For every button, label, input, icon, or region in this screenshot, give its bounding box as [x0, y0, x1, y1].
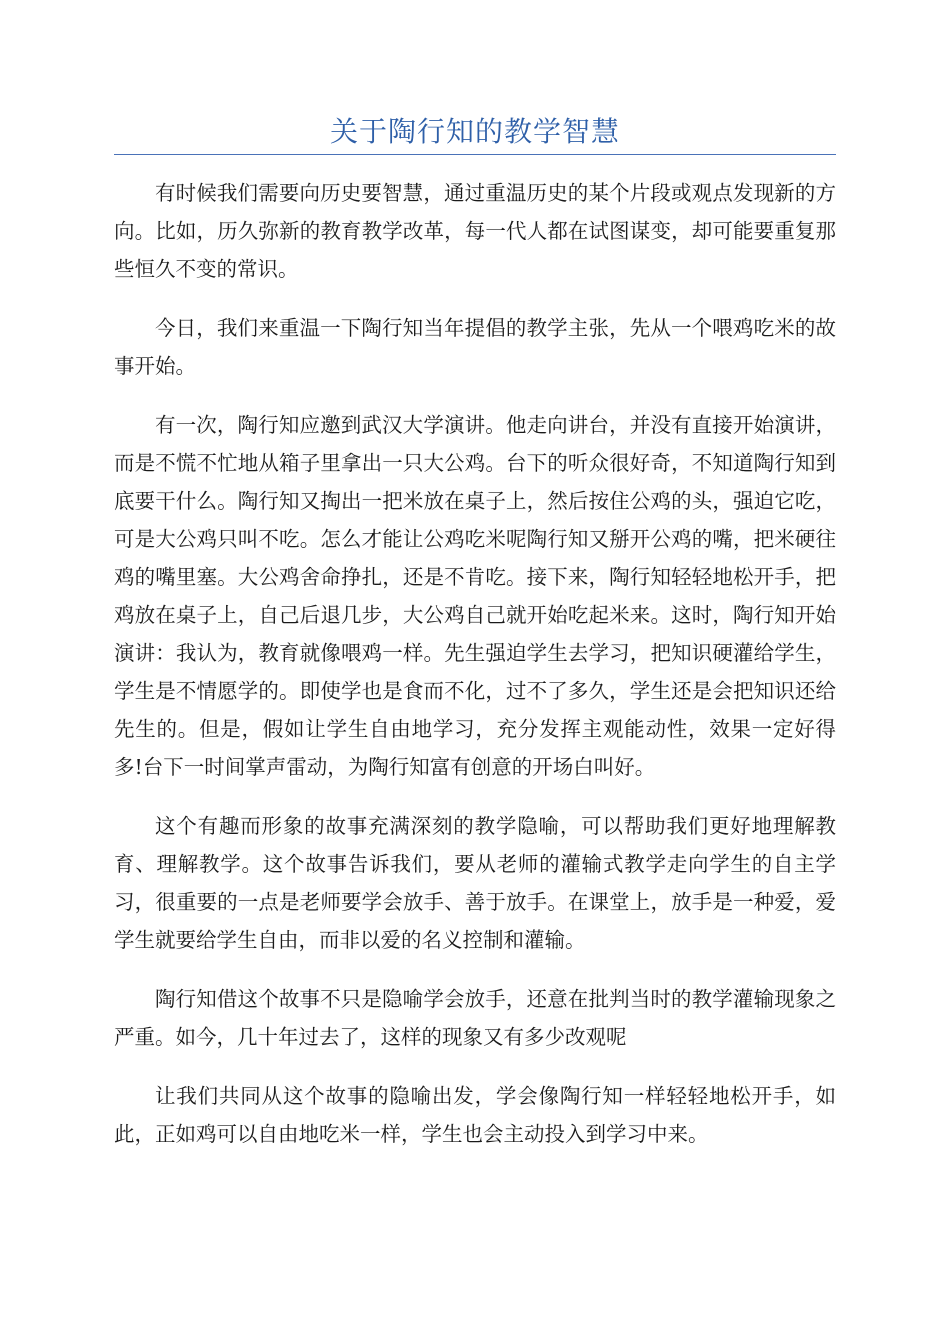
- paragraph-5: 陶行知借这个故事不只是隐喻学会放手，还意在批判当时的教学灌输现象之严重。如今，几十年过去了，这样的现象又有多少改观呢: [114, 987, 836, 1049]
- document-title: 关于陶行知的教学智慧: [329, 115, 620, 148]
- title-underline: [114, 154, 836, 155]
- paragraph-4: 这个有趣而形象的故事充满深刻的教学隐喻，可以帮助我们更好地理解教育、理解教学。这个故事告诉我们，要从老师的灌输式教学走向学生的自主学习，很重要的一点是老师要学会放手、善于放手。在课堂上，放手是一种爱，爱学生就要给学生自由，而非以爱的名义控制和灌输。: [114, 814, 836, 952]
- paragraph-6: 让我们共同从这个故事的隐喻出发，学会像陶行知一样轻轻地松开手，如此，正如鸡可以自由地吃米一样，学生也会主动投入到学习中来。: [114, 1084, 836, 1146]
- paragraph-2: 今日，我们来重温一下陶行知当年提倡的教学主张，先从一个喂鸡吃米的故事开始。: [114, 316, 836, 378]
- document-body: [114, 174, 836, 1174]
- paragraph-3: 有一次，陶行知应邀到武汉大学演讲。他走向讲台，并没有直接开始演讲，而是不慌不忙地从箱子里拿出一只大公鸡。台下的听众很好奇，不知道陶行知到底要干什么。陶行知又掏出一把米放在桌子上，然后按住公鸡的头，强迫它吃，可是大公鸡只叫不吃。怎么才能让公鸡吃米呢陶行知又掰开公鸡的嘴，把米硬往鸡的嘴里塞。大公鸡舍命挣扎，还是不肯吃。接下来，陶行知轻轻地松开手，把鸡放在桌子上，自己后退几步，大公鸡自己就开始吃起米来。这时，陶行知开始演讲：我认为，教育就像喂鸡一样。先生强迫学生去学习，把知识硬灌给学生，学生是不情愿学的。即使学也是食而不化，过不了多久，学生还是会把知识还给先生的。但是，假如让学生自由地学习，充分发挥主观能动性，效果一定好得多!台下一时间掌声雷动，为陶行知富有创意的开场白叫好。: [114, 413, 836, 779]
- paragraph-1: 有时候我们需要向历史要智慧，通过重温历史的某个片段或观点发现新的方向。比如，历久弥新的教育教学改革，每一代人都在试图谋变，却可能要重复那些恒久不变的常识。: [114, 181, 836, 281]
